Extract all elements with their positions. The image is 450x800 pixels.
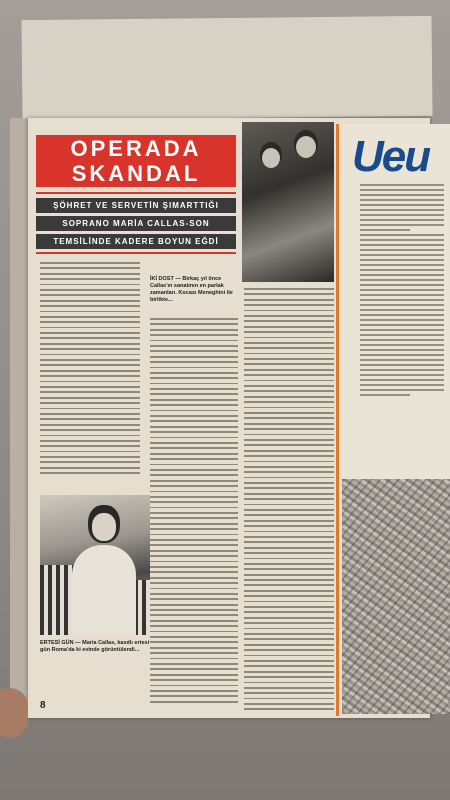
- right-page: [342, 124, 450, 714]
- photo-figure-face-1: [262, 148, 280, 168]
- subtitle-3: TEMSİLİNDE KADERE BOYUN EĞDİ: [36, 234, 236, 249]
- text-column-2: [150, 318, 238, 706]
- paper-sheet: [21, 16, 432, 120]
- photo-figure-body: [72, 545, 136, 635]
- column-divider: [336, 124, 339, 716]
- page-number: 8: [40, 700, 46, 711]
- title-line-2: SKANDAL: [71, 161, 201, 186]
- photo-figure-face-2: [296, 136, 316, 158]
- right-page-heading: Ueu: [352, 132, 430, 181]
- photo-figure-face: [92, 513, 116, 541]
- caption-bottom: ERTESİ GÜN — Maria Callas, kasıtlı ertesi gün Roma'da ki evinde görüntülendi...: [40, 640, 150, 653]
- article-title: [36, 135, 236, 187]
- photo-portrait: [40, 495, 150, 635]
- subtitle-2: SOPRANO MARİA CALLAS-SON: [36, 216, 236, 231]
- text-column-1: [40, 262, 140, 478]
- magazine-spine: [10, 118, 30, 718]
- subtitle-rule: [36, 252, 236, 254]
- caption-top: İKİ DOST — Birkaç yıl önce Callas'ın sanatının en parlak zamanları. Kocası Meneghini ile birlikte...: [150, 276, 233, 303]
- subtitle-1: ŞÖHRET VE SERVETİN ŞIMARTTIĞI: [36, 198, 236, 213]
- right-page-text: [360, 184, 444, 399]
- aerial-photo-overlay: [342, 479, 450, 714]
- title-line-1: OPERADA: [70, 136, 202, 161]
- text-column-3: [244, 288, 334, 714]
- finger: [0, 688, 28, 738]
- title-rule: [36, 192, 236, 194]
- photo-couple: [242, 122, 334, 282]
